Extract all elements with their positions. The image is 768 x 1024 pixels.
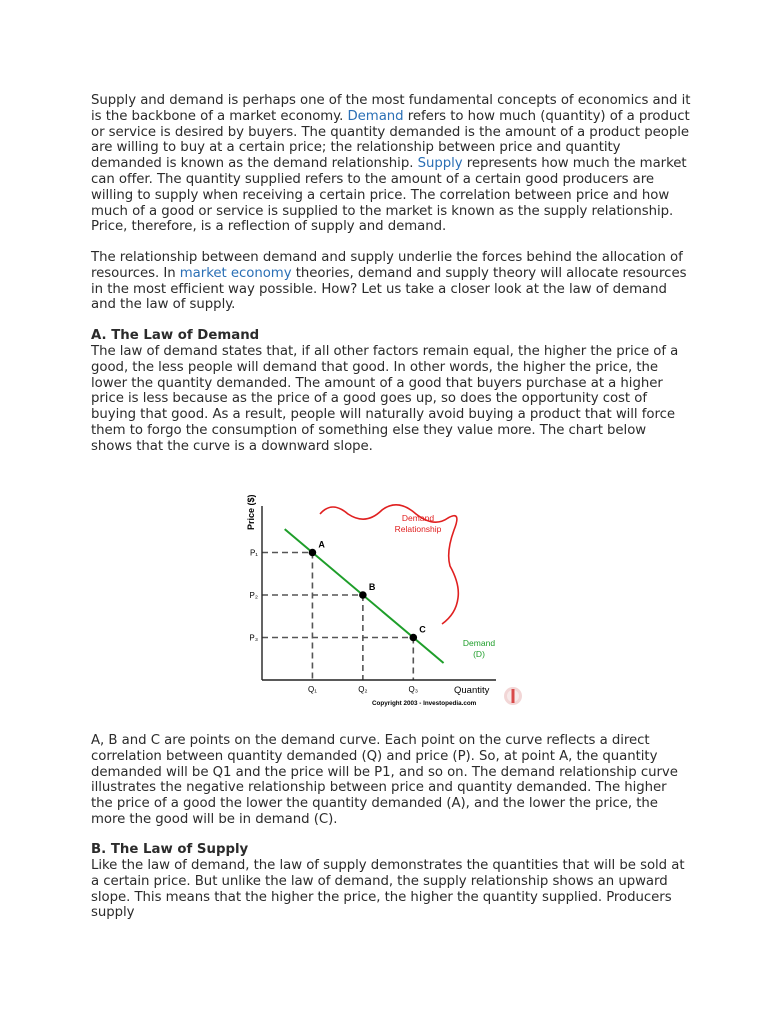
- x-axis-label: Quantity: [454, 685, 490, 696]
- text-run: represents how much the market can offer. The quantity supplied refers to the amount of a certain good producers are willing to supply when receiving a certain price. The correlation between price and how much of a good or service is supplied to the market is known as the supply relationship. Price, therefore, is a reflection of supply and demand.: [91, 156, 687, 235]
- y-tick-label: P₁: [249, 548, 258, 558]
- series-label-demand: Demand: [462, 638, 496, 648]
- y-tick-label: P₂: [249, 591, 258, 600]
- x-tick-label: Q₂: [358, 685, 368, 694]
- annotation-brace: [320, 505, 458, 624]
- text-run: The relationship between demand and supply underlie the forces behind the allocation of resources. In: [91, 250, 683, 281]
- point-label-a: A: [318, 539, 325, 550]
- link-market-economy[interactable]: market economy: [179, 265, 292, 281]
- x-tick-label: Q₃: [408, 685, 419, 694]
- paragraph-allocation: [91, 250, 691, 313]
- text-run: refers to how much (quantity) of a product or service is desired by buyers. The quantity demanded is the amount of a product people are willing to buy at a certain price; the relationship between price and quantity demanded is known as the demand relationship.: [91, 108, 690, 172]
- point-a: [309, 549, 317, 557]
- text-run: Supply and demand is perhaps one of the most fundamental concepts of economics and it is the backbone of a market economy.: [91, 93, 691, 124]
- heading-law-of-demand: A. The Law of Demand: [91, 328, 260, 343]
- text-run: theories, demand and supply theory will allocate resources in the most efficient way possible. How? Let us take a closer look at the law of demand and the law of supply.: [91, 265, 687, 313]
- point-label-b: B: [368, 582, 376, 592]
- link-demand[interactable]: Demand: [347, 108, 404, 124]
- link-supply[interactable]: Supply: [417, 156, 463, 172]
- x-tick-label: Q₁: [307, 685, 317, 694]
- point-label-c: C: [419, 624, 426, 635]
- point-b: [359, 591, 367, 599]
- y-axis-label: Price ($): [246, 494, 256, 530]
- y-tick-label: P₃: [249, 633, 258, 643]
- annotation-text: Relationship: [394, 524, 442, 534]
- heading-law-of-supply: B. The Law of Supply: [91, 842, 249, 857]
- paragraph-law-of-demand: The law of demand states that, if all other factors remain equal, the higher the price of a good, the less people will demand that good. In other words, the higher the price, the lower the quantity demanded. The amount of a good that buyers purchase at a higher price is less because as the price of a good goes up, so does the opportunity cost of buying that good. As a result, people will naturally avoid buying a product that will force them to forgo the consumption of something else they value more. The chart below shows that the curve is a downward slope.: [91, 344, 679, 454]
- point-c: [410, 634, 418, 642]
- annotation-text: Demand: [401, 513, 435, 523]
- paragraph-law-of-supply: Like the law of demand, the law of supply demonstrates the quantities that will be sold at a certain price. But unlike the law of demand, the supply relationship shows an upward slope. This means that the higher the price, the higher the quantity supplied. Producers supply: [91, 858, 685, 921]
- paragraph-demand-curve-explanation: A, B and C are points on the demand curve. Each point on the curve reflects a direct correlation between quantity demanded (Q) and price (P). So, at point A, the quantity demanded will be Q1 and the price will be P1, and so on. The demand relationship curve illustrates the negative relationship between price and quantity demanded. The higher the price of a good the lower the quantity demanded (A), and the lower the price, the more the good will be in demand (C).: [91, 733, 678, 827]
- paragraph-intro: [91, 93, 691, 235]
- demand-chart: [236, 474, 536, 714]
- series-label-demand: (D): [473, 649, 485, 659]
- investopedia-logo: [504, 687, 522, 705]
- demand-curve-figure: [236, 474, 536, 714]
- copyright-text: Copyright 2003 - Investopedia.com: [372, 700, 477, 707]
